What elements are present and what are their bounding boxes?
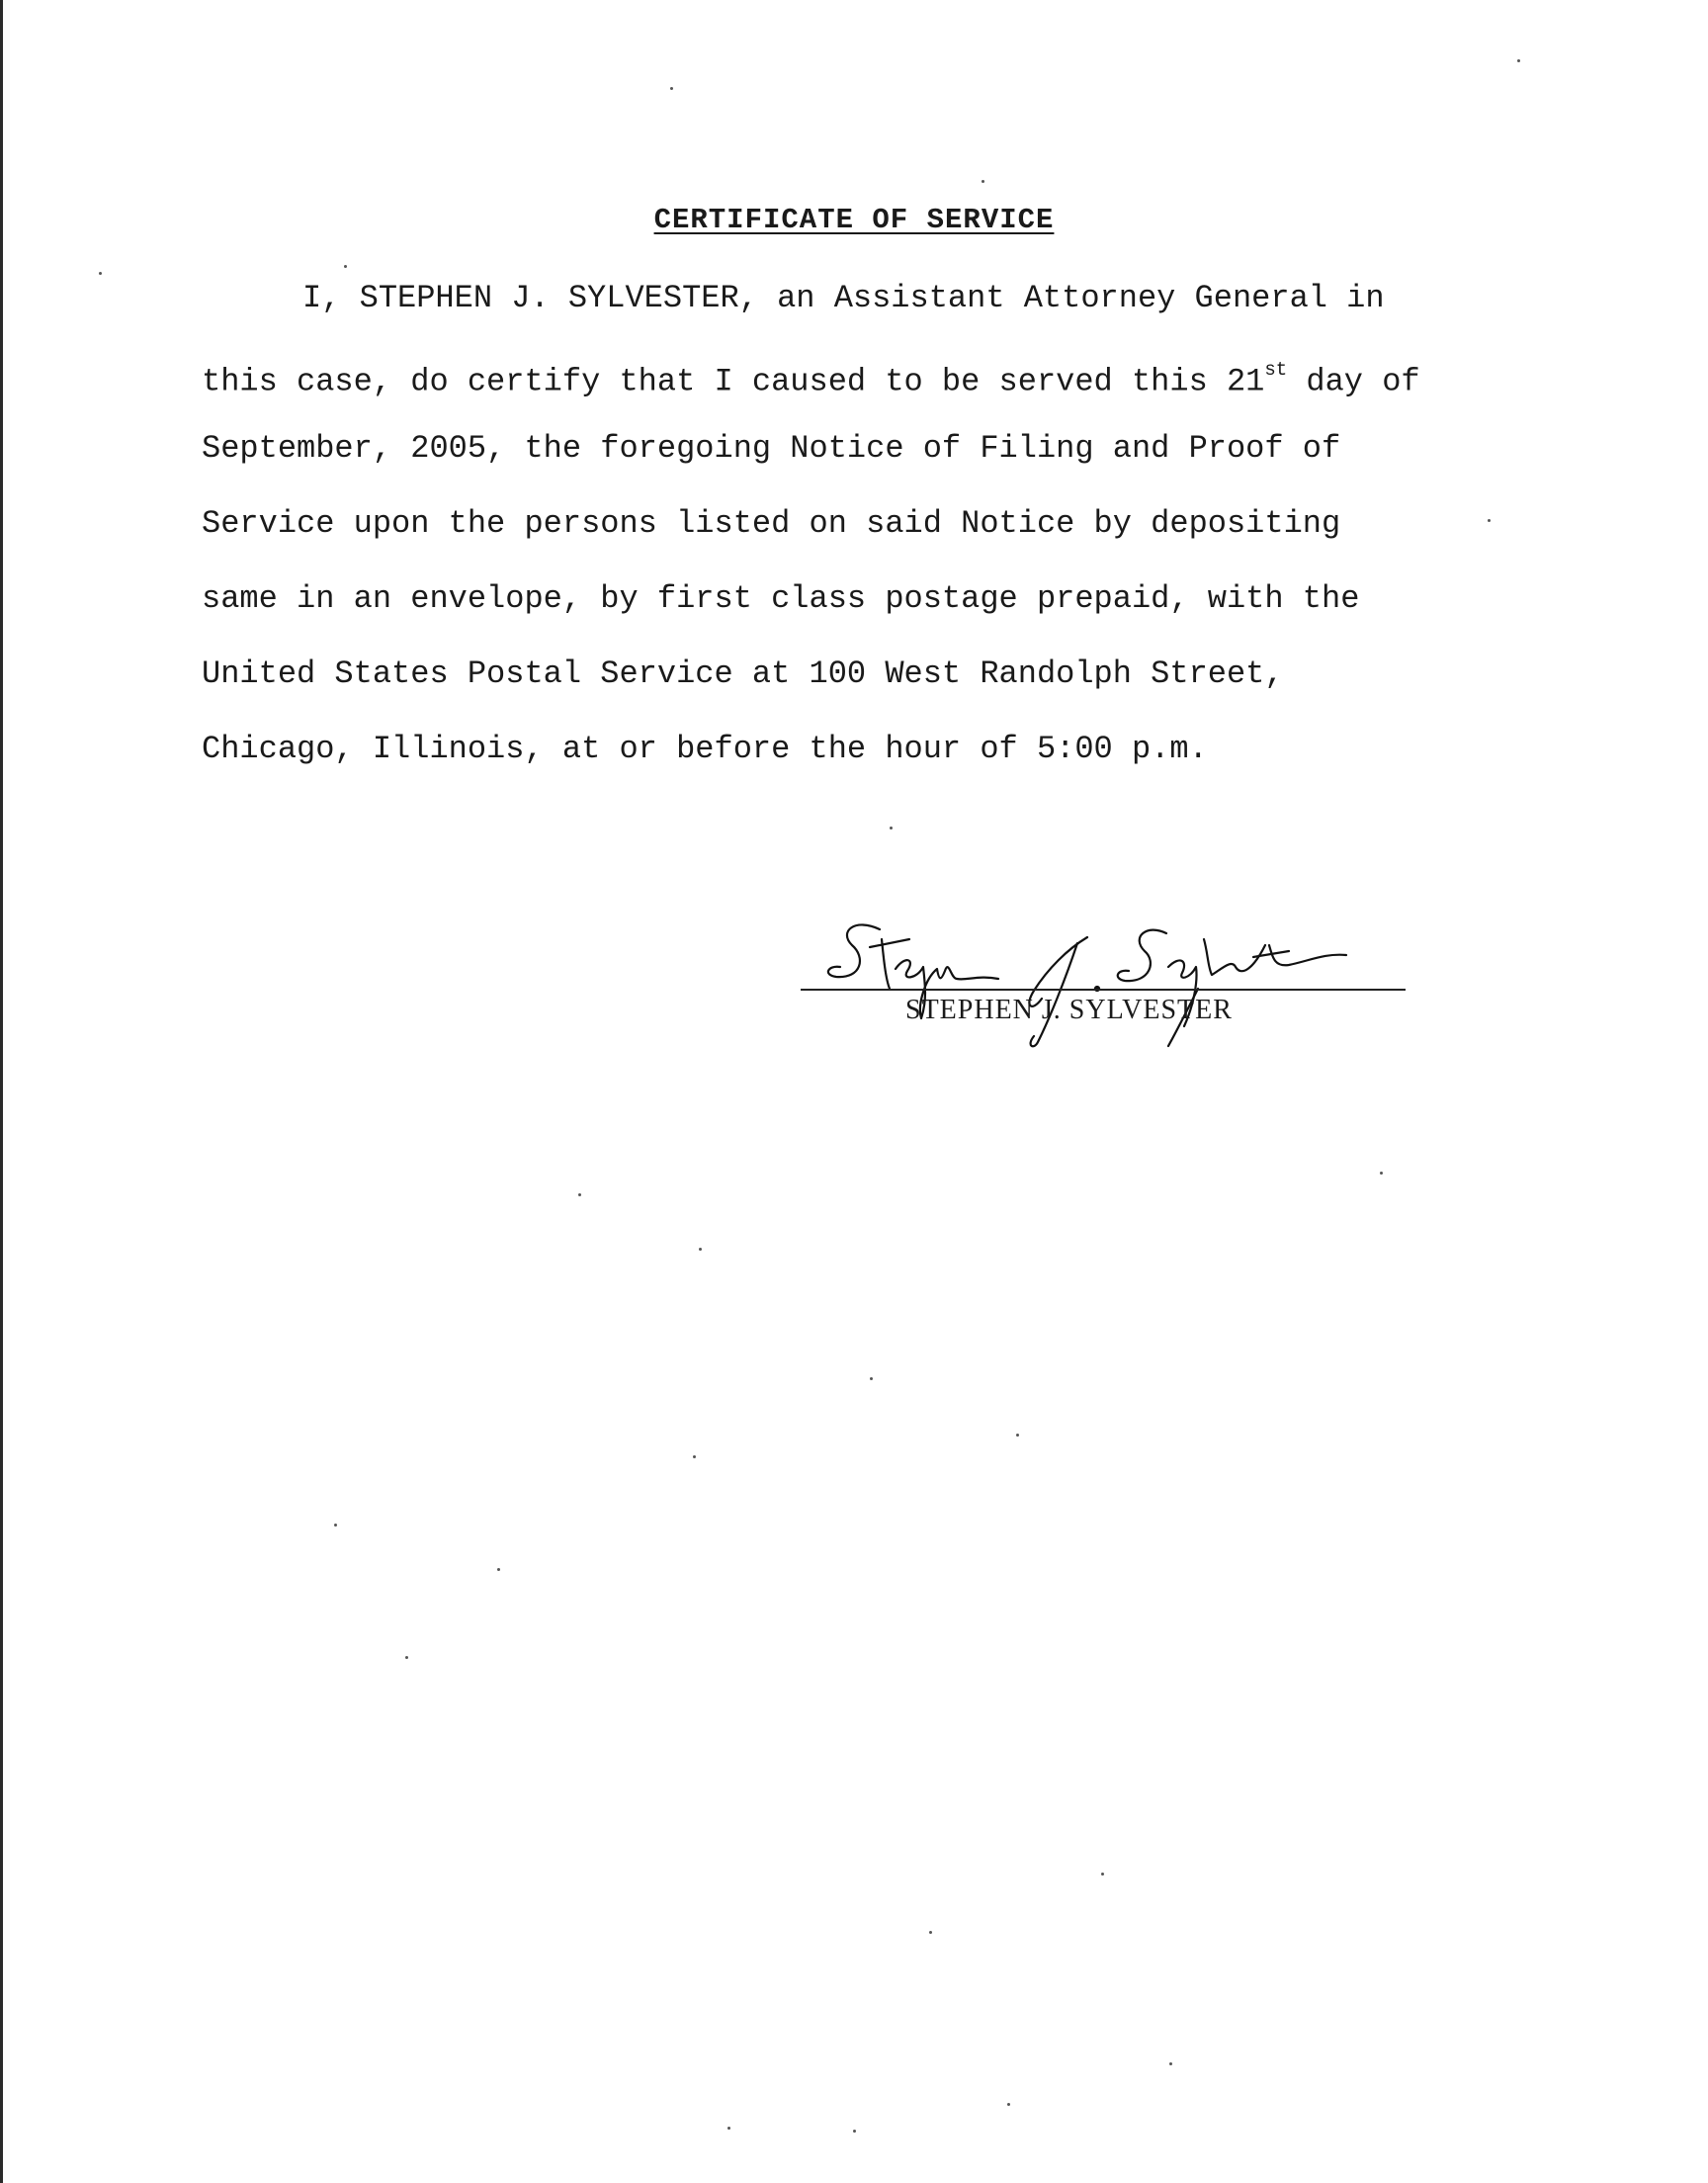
signatory-name: STEPHEN J. SYLVESTER (905, 995, 1233, 1025)
handwritten-signature (801, 910, 1413, 1058)
scan-speck (853, 2130, 856, 2133)
scan-speck (890, 827, 893, 830)
body-line-6: United States Postal Service at 100 West Randolph Street, (202, 655, 1284, 692)
scan-speck (693, 1455, 696, 1458)
title-text: CERTIFICATE OF SERVICE (653, 204, 1055, 236)
scan-speck (727, 2127, 730, 2130)
scan-edge (0, 0, 3, 2183)
body-line-1: I, STEPHEN J. SYLVESTER, an Assistant Attorney General in (302, 280, 1385, 316)
scan-speck (334, 1524, 337, 1527)
scan-speck (1101, 1873, 1104, 1876)
signature-line (801, 989, 1406, 991)
body-line-2-text: this case, do certify that I caused to be served this 21 (202, 363, 1265, 400)
scan-speck (344, 265, 347, 268)
scan-speck (405, 1656, 408, 1659)
scan-speck (1517, 59, 1520, 62)
body-line-4: Service upon the persons listed on said Notice by depositing (202, 505, 1341, 542)
scan-speck (1016, 1434, 1019, 1437)
scan-speck (1007, 2103, 1010, 2106)
body-line-2 (202, 354, 1420, 402)
scan-speck (1488, 519, 1491, 522)
scan-speck (99, 272, 102, 275)
scan-speck (670, 87, 673, 90)
ordinal-suffix: st (1264, 359, 1288, 381)
scan-speck (982, 180, 984, 183)
scan-speck (1169, 2062, 1172, 2065)
scan-speck (699, 1248, 702, 1251)
body-line-7: Chicago, Illinois, at or before the hour of 5:00 p.m. (202, 731, 1208, 767)
body-line-2-tail: day of (1287, 363, 1420, 400)
scan-speck (497, 1568, 500, 1571)
scan-speck (870, 1377, 873, 1380)
scan-speck (1380, 1172, 1383, 1175)
document-title (0, 204, 1708, 236)
body-line-5: same in an envelope, by first class postage prepaid, with the (202, 580, 1360, 617)
scan-speck (929, 1931, 932, 1934)
body-line-3: September, 2005, the foregoing Notice of Filing and Proof of (202, 430, 1341, 467)
scan-speck (578, 1193, 581, 1196)
